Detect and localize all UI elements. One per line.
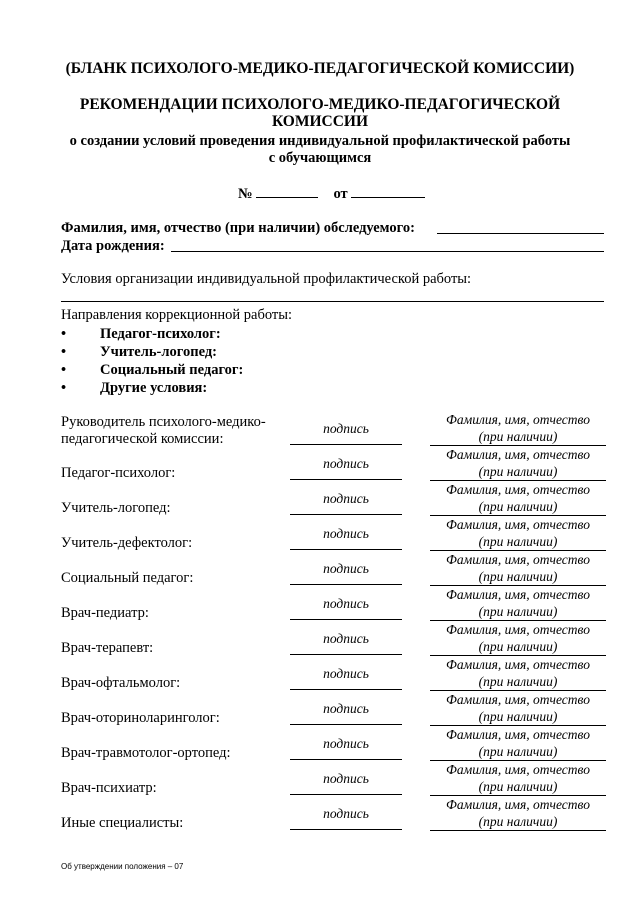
name-caption-line2[interactable]: (при наличии) (430, 813, 606, 831)
recommendations-title-line2: КОМИССИИ (271, 113, 369, 130)
name-caption-line1: Фамилия, имя, отчество (446, 727, 590, 742)
signatory-role: Врач-травмотолог-ортопед: (61, 745, 231, 761)
bullet-dot: • (61, 326, 67, 342)
name-caption (430, 516, 606, 551)
name-caption-line1: Фамилия, имя, отчество (446, 657, 590, 672)
bullet-dot: • (61, 362, 67, 378)
name-caption-line2[interactable]: (при наличии) (430, 673, 606, 691)
name-caption-line1: Фамилия, имя, отчество (446, 447, 590, 462)
signature-caption: подпись (323, 491, 369, 506)
full-name-label: Фамилия, имя, отчество (при наличии) обследуемого: (61, 220, 415, 236)
full-name-field[interactable] (437, 233, 604, 234)
signatory-role: Врач-оториноларинголог: (61, 710, 220, 726)
signatory-role: Иные специалисты: (61, 815, 184, 831)
date-label: от (333, 186, 348, 202)
signature-field[interactable] (290, 724, 402, 725)
name-caption (430, 656, 606, 691)
signature-caption: подпись (323, 666, 369, 681)
signature-caption: подпись (323, 526, 369, 541)
name-caption-line2[interactable]: (при наличии) (430, 568, 606, 586)
signatory-role: Социальный педагог: (61, 570, 194, 586)
name-caption-line1: Фамилия, имя, отчество (446, 517, 590, 532)
date-field[interactable] (351, 184, 425, 198)
name-caption (430, 726, 606, 761)
birth-date-field[interactable] (171, 251, 604, 252)
bullet-dot: • (61, 380, 67, 396)
signature-caption: подпись (323, 771, 369, 786)
signature-field[interactable] (290, 584, 402, 585)
bullet-label: Учитель-логопед: (100, 344, 217, 360)
signature-field[interactable] (290, 444, 402, 445)
signatory-role: Учитель-дефектолог: (61, 535, 193, 551)
name-caption-line1: Фамилия, имя, отчество (446, 762, 590, 777)
birth-date-label: Дата рождения: (61, 238, 165, 254)
name-caption-line2[interactable]: (при наличии) (430, 603, 606, 621)
name-caption-line2[interactable]: (при наличии) (430, 743, 606, 761)
signatory-role: Врач-педиатр: (61, 605, 149, 621)
form-title: (БЛАНК ПСИХОЛОГО-МЕДИКО-ПЕДАГОГИЧЕСКОЙ КОМИССИИ) (65, 60, 575, 77)
signatory-role: Врач-офтальмолог: (61, 675, 181, 691)
bullet-dot: • (61, 344, 67, 360)
signature-field[interactable] (290, 794, 402, 795)
name-caption-line2[interactable]: (при наличии) (430, 638, 606, 656)
name-caption (430, 796, 606, 831)
signatory-role (61, 414, 296, 448)
number-date-line (238, 184, 425, 203)
signature-field[interactable] (290, 479, 402, 480)
name-caption (430, 481, 606, 516)
signatory-role-line2: педагогической комиссии: (61, 431, 224, 447)
name-caption-line2[interactable]: (при наличии) (430, 778, 606, 796)
name-caption (430, 586, 606, 621)
recommendations-title-line1: РЕКОМЕНДАЦИИ ПСИХОЛОГО-МЕДИКО-ПЕДАГОГИЧЕСКОЙ (79, 96, 561, 113)
signature-field[interactable] (290, 829, 402, 830)
signature-caption: подпись (323, 561, 369, 576)
signature-field[interactable] (290, 654, 402, 655)
recommendations-title (0, 96, 640, 130)
signature-caption: подпись (323, 701, 369, 716)
signatory-role: Врач-терапевт: (61, 640, 154, 656)
name-caption-line2[interactable]: (при наличии) (430, 708, 606, 726)
subtitle (0, 133, 640, 167)
signature-caption: подпись (323, 631, 369, 646)
number-field[interactable] (256, 184, 318, 198)
signature-field[interactable] (290, 619, 402, 620)
bullet-label: Педагог-психолог: (100, 326, 221, 342)
name-caption-line2[interactable]: (при наличии) (430, 533, 606, 551)
name-caption-line1: Фамилия, имя, отчество (446, 797, 590, 812)
subtitle-line1: о создании условий проведения индивидуальной профилактической работы (69, 133, 571, 149)
name-caption (430, 761, 606, 796)
signature-caption: подпись (323, 736, 369, 751)
name-caption-line1: Фамилия, имя, отчество (446, 482, 590, 497)
signature-caption: подпись (323, 806, 369, 821)
name-caption (430, 691, 606, 726)
signature-field[interactable] (290, 549, 402, 550)
name-caption (430, 551, 606, 586)
name-caption-line1: Фамилия, имя, отчество (446, 552, 590, 567)
name-caption (430, 411, 606, 446)
name-caption-line1: Фамилия, имя, отчество (446, 622, 590, 637)
signature-caption: подпись (323, 456, 369, 471)
name-caption-line1: Фамилия, имя, отчество (446, 412, 590, 427)
name-caption-line2[interactable]: (при наличии) (430, 428, 606, 446)
bullet-label: Другие условия: (100, 380, 208, 396)
signature-caption: подпись (323, 596, 369, 611)
signatory-role: Врач-психиатр: (61, 780, 157, 796)
conditions-field[interactable] (61, 301, 604, 302)
bullet-label: Социальный педагог: (100, 362, 244, 378)
number-label: № (238, 186, 253, 202)
directions-label: Направления коррекционной работы: (61, 307, 292, 323)
name-caption-line1: Фамилия, имя, отчество (446, 692, 590, 707)
signatory-role-line1: Руководитель психолого-медико- (61, 414, 266, 430)
signature-field[interactable] (290, 689, 402, 690)
signatory-role: Учитель-логопед: (61, 500, 171, 516)
signature-field[interactable] (290, 759, 402, 760)
subtitle-line2: с обучающимся (268, 150, 372, 166)
name-caption (430, 446, 606, 481)
conditions-label: Условия организации индивидуальной профилактической работы: (61, 271, 472, 287)
name-caption-line2[interactable]: (при наличии) (430, 498, 606, 516)
footer-note: Об утверждении положения – 07 (61, 862, 184, 871)
signature-caption: подпись (323, 421, 369, 436)
name-caption (430, 621, 606, 656)
signatory-role: Педагог-психолог: (61, 465, 176, 481)
name-caption-line1: Фамилия, имя, отчество (446, 587, 590, 602)
signature-field[interactable] (290, 514, 402, 515)
name-caption-line2[interactable]: (при наличии) (430, 463, 606, 481)
